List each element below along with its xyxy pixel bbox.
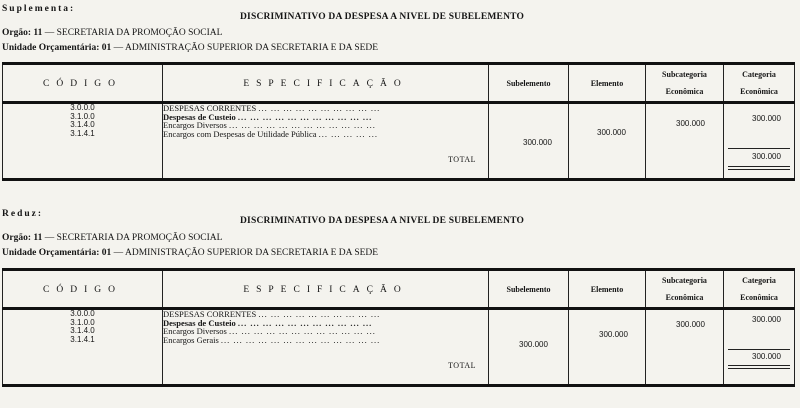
code: 3.1.0.0 <box>70 317 95 327</box>
table-body-row <box>3 309 795 386</box>
orgao-label: Orgão: 11 <box>2 28 43 38</box>
orgao-line <box>2 233 222 243</box>
unidade-label: Unidade Orçamentária: 01 <box>2 248 112 258</box>
codes-cell <box>3 103 163 180</box>
orgao-value: — SECRETARIA DA PROMOÇÃO SOCIAL <box>44 28 223 38</box>
section-label-suplementa: Suplementa: <box>2 4 76 14</box>
code: 3.0.0.0 <box>70 309 95 318</box>
categoria-total: 300.000 <box>752 352 781 361</box>
spec-line: Despesas de Custeio ... ... ... ... ... ... ... ... ... ... ... <box>163 111 373 122</box>
despesa-table <box>2 62 795 181</box>
categoria-value: 300.000 <box>752 315 781 324</box>
sum-rule <box>728 349 790 350</box>
col-categoria: Categoria Econômica <box>724 270 795 309</box>
code: 3.1.4.0 <box>70 120 95 129</box>
table-header-row <box>3 64 795 103</box>
double-rule <box>728 368 790 369</box>
elemento-cell <box>569 103 646 180</box>
code: 3.1.0.0 <box>70 111 95 121</box>
spec-line: Despesas de Custeio ... ... ... ... ... ... ... ... ... ... ... <box>163 317 373 328</box>
code: 3.0.0.0 <box>70 103 95 112</box>
col-elemento: Elemento <box>569 270 646 309</box>
unidade-value: — ADMINISTRAÇÃO SUPERIOR DA SECRETARIA E DA SEDE <box>113 248 379 258</box>
despesa-table <box>2 268 795 387</box>
section-label-reduz: Reduz: <box>2 209 44 219</box>
subcategoria-value: 300.000 <box>676 119 705 128</box>
subcategoria-cell <box>646 103 724 180</box>
code: 3.1.4.1 <box>70 334 95 344</box>
total-label: TOTAL <box>448 154 476 164</box>
categoria-value: 300.000 <box>752 114 781 123</box>
spec-line: Encargos Diversos ... ... ... ... ... ... ... ... ... ... ... ... <box>163 120 376 130</box>
col-subelemento: Subelemento <box>489 270 569 309</box>
double-rule <box>728 166 790 167</box>
orgao-line <box>2 28 222 38</box>
block-title: DISCRIMINATIVO DA DESPESA A NIVEL DE SUBELEMENTO <box>240 12 525 22</box>
col-especificacao: ESPECIFICAÇÃO <box>163 64 489 103</box>
total-label: TOTAL <box>448 360 476 370</box>
col-subcategoria: Subcategoria Econômica <box>646 270 724 309</box>
unidade-value: — ADMINISTRAÇÃO SUPERIOR DA SECRETARIA E DA SEDE <box>113 43 379 53</box>
spec-line: DESPESAS CORRENTES ... ... ... ... ... ... ... ... ... ... <box>163 309 381 319</box>
subcategoria-value: 300.000 <box>676 320 705 329</box>
codes-cell <box>3 309 163 386</box>
col-elemento: Elemento <box>569 64 646 103</box>
spec-line: Encargos Diversos ... ... ... ... ... ... ... ... ... ... ... ... <box>163 326 376 336</box>
double-rule <box>728 365 790 366</box>
unidade-line <box>2 248 378 258</box>
col-codigo: CÓDIGO <box>3 270 163 309</box>
subelemento-value: 300.000 <box>519 340 548 349</box>
block-title: DISCRIMINATIVO DA DESPESA A NIVEL DE SUBELEMENTO <box>240 216 525 226</box>
spec-line: Encargos Gerais ... ... ... ... ... ... ... ... ... ... ... ... ... <box>163 334 381 345</box>
col-codigo: CÓDIGO <box>3 64 163 103</box>
categoria-cell <box>724 309 795 386</box>
double-rule <box>728 169 790 170</box>
col-subcategoria: Subcategoria Econômica <box>646 64 724 103</box>
subelemento-value: 300.000 <box>523 138 552 147</box>
categoria-total: 300.000 <box>752 152 781 161</box>
orgao-value: — SECRETARIA DA PROMOÇÃO SOCIAL <box>44 233 223 243</box>
categoria-cell <box>724 103 795 180</box>
subelemento-cell <box>489 103 569 180</box>
unidade-line <box>2 43 378 53</box>
elemento-cell <box>569 309 646 386</box>
elemento-value: 300.000 <box>597 128 626 137</box>
code: 3.1.4.1 <box>70 128 95 138</box>
col-categoria: Categoria Econômica <box>724 64 795 103</box>
subelemento-cell <box>489 309 569 386</box>
table-header-row <box>3 270 795 309</box>
spec-line: DESPESAS CORRENTES ... ... ... ... ... ... ... ... ... ... <box>163 103 381 113</box>
subcategoria-cell <box>646 309 724 386</box>
orgao-label: Orgão: 11 <box>2 233 43 243</box>
col-especificacao: ESPECIFICAÇÃO <box>163 270 489 309</box>
col-subelemento: Subelemento <box>489 64 569 103</box>
specs-cell <box>163 103 489 180</box>
unidade-label: Unidade Orçamentária: 01 <box>2 43 112 53</box>
sum-rule <box>728 148 790 149</box>
spec-line: Encargos com Despesas de Utilidade Pública ... ... ... ... ... <box>163 128 379 139</box>
table-body-row <box>3 103 795 180</box>
specs-cell <box>163 309 489 386</box>
code: 3.1.4.0 <box>70 326 95 335</box>
elemento-value: 300.000 <box>599 330 628 339</box>
